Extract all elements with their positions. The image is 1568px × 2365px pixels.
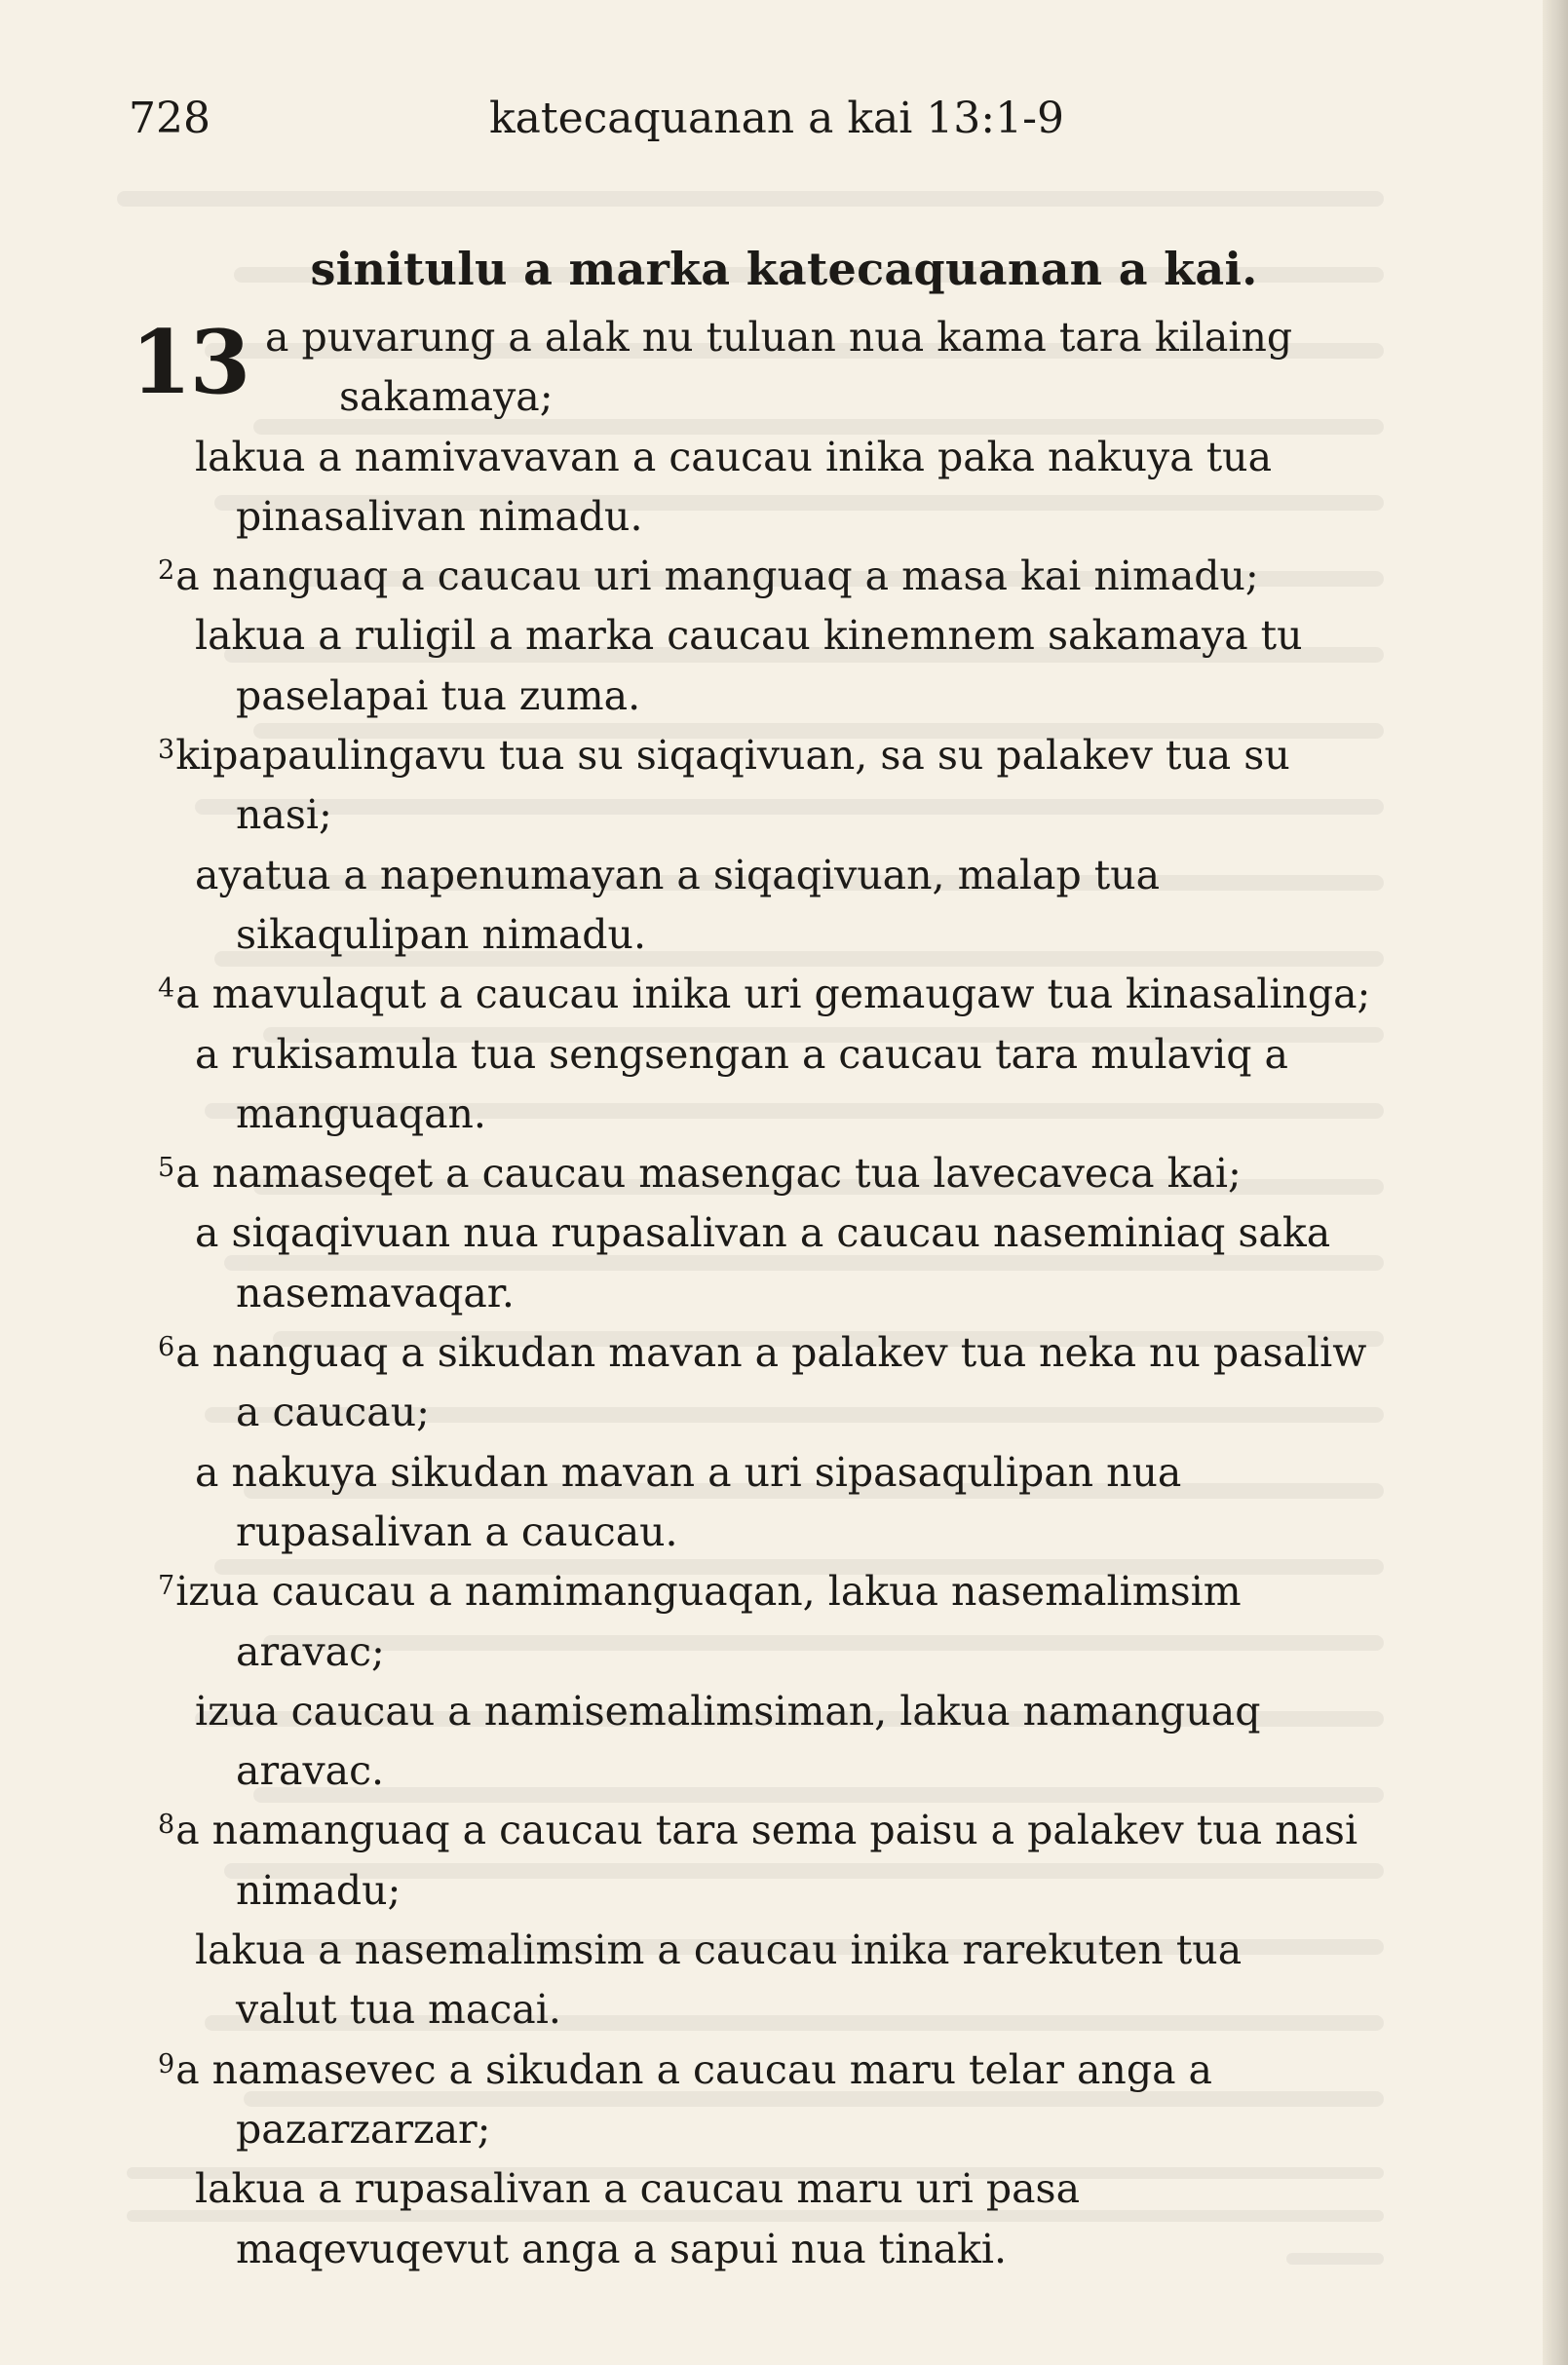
verse-text: pazarzarzar; <box>236 2105 491 2153</box>
page-number: 728 <box>129 94 210 143</box>
verse-number: 8 <box>158 1810 175 1841</box>
verse-number: 9 <box>158 2048 175 2079</box>
verse-text: rupasalivan a caucau. <box>236 1507 678 1555</box>
verse-text: nasemavaqar. <box>236 1269 515 1316</box>
verse-text: a namanguaq a caucau tara sema paisu a palakev tua nasi <box>175 1807 1358 1854</box>
verse-text: valut tua macai. <box>236 1986 561 2034</box>
verse-text: maqevuqevut anga a sapui nua tinaki. <box>236 2225 1008 2272</box>
verse-text: pinasalivan nimadu. <box>236 492 643 540</box>
verse-block <box>0 308 1568 2279</box>
verse-line <box>0 1085 1568 1144</box>
verse-line <box>0 785 1568 845</box>
verse-line <box>0 1264 1568 1323</box>
verse-number: 3 <box>158 735 175 766</box>
verse-text: manguaqan. <box>236 1089 486 1137</box>
verse-text: a mavulaqut a caucau inika uri gemaugaw tua kinasalinga; <box>175 971 1371 1018</box>
verse-line <box>0 1622 1568 1682</box>
verse-text: a nanguaq a sikudan mavan a palakev tua neka nu pasaliw <box>175 1329 1367 1377</box>
verse-line <box>0 726 1568 785</box>
verse-line <box>0 905 1568 965</box>
verse-text: kipapaulingavu tua su siqaqivuan, sa su palakev tua su <box>175 732 1290 780</box>
verse-number: 7 <box>158 1571 175 1602</box>
verse-number: 2 <box>158 555 175 587</box>
verse-text: a caucau; <box>236 1389 430 1436</box>
verse-text: lakua a nasemalimsim a caucau inika rarekuten tua <box>195 1926 1243 1974</box>
verse-text: lakua a ruligil a marka caucau kinemnem sakamaya tu <box>195 612 1303 660</box>
verse-line <box>0 846 1568 905</box>
verse-line <box>0 2159 1568 2219</box>
verse-line <box>0 1203 1568 1263</box>
verse-number: 6 <box>158 1332 175 1363</box>
verse-line <box>0 1562 1568 1621</box>
verse-line <box>0 2220 1568 2279</box>
verse-text: a nakuya sikudan mavan a uri sipasaqulipan nua <box>195 1448 1182 1496</box>
running-head: katecaquanan a kai 13:1-9 <box>489 94 1064 143</box>
verse-line <box>0 487 1568 547</box>
verse-text: a siqaqivuan nua rupasalivan a caucau naseminiaq saka <box>195 1209 1331 1257</box>
chapter-number: 13 <box>131 311 249 414</box>
verse-line <box>0 1861 1568 1921</box>
verse-text: a nanguaq a caucau uri manguaq a masa kai nimadu; <box>175 553 1259 600</box>
verse-text: ayatua a napenumayan a siqaqivuan, malap tua <box>195 851 1161 898</box>
verse-text: a puvarung a alak nu tuluan nua kama tara kilaing <box>265 314 1293 361</box>
verse-text: izua caucau a namimanguaqan, lakua nasemalimsim <box>175 1568 1242 1616</box>
verse-line <box>0 1801 1568 1860</box>
verse-line <box>0 367 1568 427</box>
verse-line <box>0 2100 1568 2159</box>
verse-text: izua caucau a namisemalimsiman, lakua namanguaq <box>195 1687 1261 1735</box>
verse-line <box>0 667 1568 726</box>
verse-line <box>0 1503 1568 1562</box>
verse-line <box>0 2041 1568 2100</box>
verse-line <box>0 1921 1568 1980</box>
verse-line <box>0 606 1568 666</box>
verse-number: 5 <box>158 1153 175 1184</box>
verse-line <box>0 1323 1568 1383</box>
page-header <box>129 90 1337 148</box>
verse-text: lakua a rupasalivan a caucau maru uri pasa <box>195 2165 1081 2213</box>
verse-text: aravac; <box>236 1627 385 1675</box>
verse-text: aravac. <box>236 1747 385 1795</box>
verse-text: lakua a namivavavan a caucau inika paka nakuya tua <box>195 433 1273 480</box>
verse-line <box>0 428 1568 487</box>
verse-text: a namaseqet a caucau masengac tua lavecaveca kai; <box>175 1150 1242 1198</box>
verse-line <box>0 965 1568 1024</box>
verse-number: 4 <box>158 973 175 1005</box>
verse-line <box>0 1144 1568 1203</box>
verse-line <box>0 1980 1568 2040</box>
section-title: sinitulu a marka katecaquanan a kai. <box>310 243 1258 295</box>
verse-text: sakamaya; <box>339 373 554 421</box>
verse-line <box>0 1741 1568 1801</box>
verse-line <box>0 1443 1568 1503</box>
verse-text: paselapai tua zuma. <box>236 671 641 719</box>
verse-line <box>0 547 1568 606</box>
verse-line <box>0 1383 1568 1442</box>
verse-text: a namasevec a sikudan a caucau maru telar anga a <box>175 2045 1213 2093</box>
verse-line <box>0 1025 1568 1085</box>
verse-text: a rukisamula tua sengsengan a caucau tara mulaviq a <box>195 1030 1288 1078</box>
verse-line <box>0 1682 1568 1741</box>
verse-line <box>0 308 1568 367</box>
verse-text: nasi; <box>236 791 332 839</box>
verse-text: sikaqulipan nimadu. <box>236 910 646 958</box>
verse-text: nimadu; <box>236 1866 402 1914</box>
